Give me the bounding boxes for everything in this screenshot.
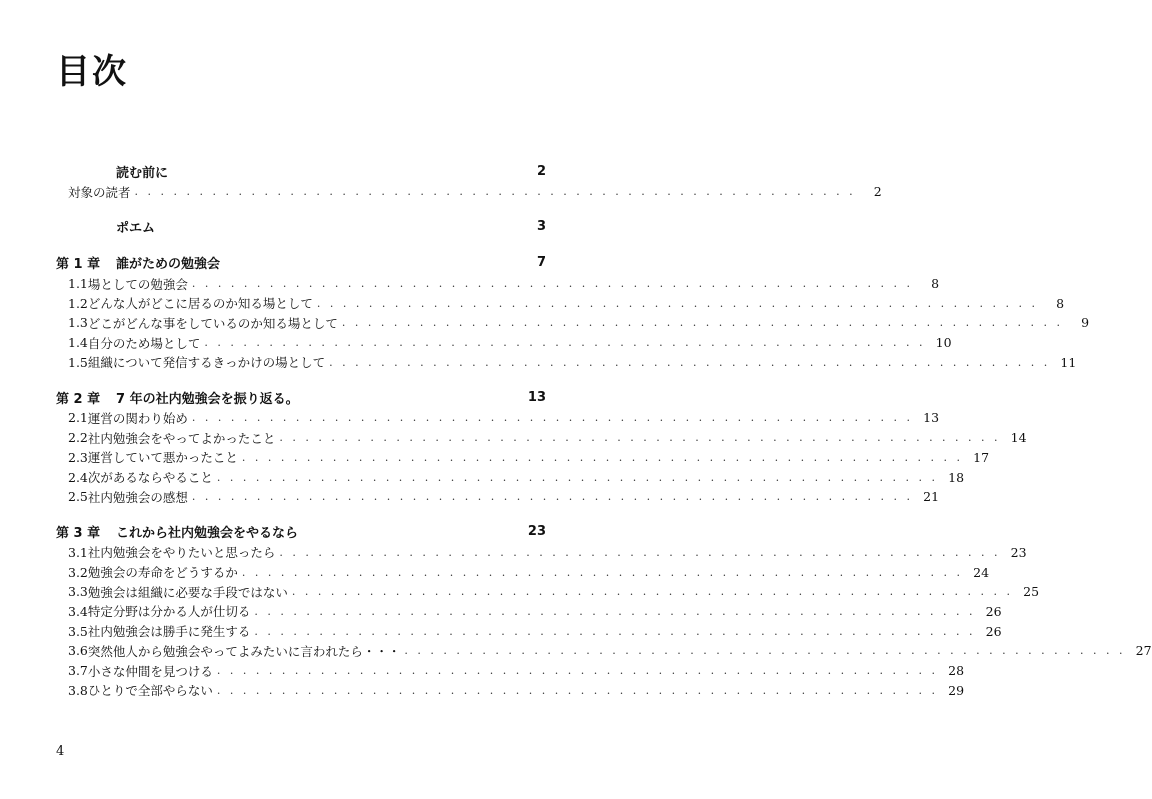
toc-entry-number: 3.7	[68, 663, 88, 679]
dot-leader: . . . . . . . . . . . . . . . . . . . . . . . . . . . . . . . . . . . . . . . . . . . . . . . . . . . . . . . .	[134, 185, 856, 199]
page-title: 目次	[56, 52, 128, 92]
toc-entry-title: 特定分野は分かる人が仕切る	[87, 604, 251, 620]
toc-entry-title: 社内勉強会は勝手に発生する	[87, 624, 251, 640]
toc-entry-title: 社内勉強会をやりたいと思ったら	[87, 545, 276, 561]
toc-entry-title: 勉強会は組織に必要な手段ではない	[87, 584, 288, 600]
toc-entry-number: 3.1	[68, 544, 88, 560]
dot-leader: . . . . . . . . . . . . . . . . . . . . . . . . . . . . . . . . . . . . . . . . . . . . . . . . . . . . . . . .	[216, 683, 939, 697]
toc-entry-number: 1.5	[68, 354, 88, 370]
toc-entry-page: 25	[1023, 584, 1040, 600]
toc-section-heading[interactable]	[56, 216, 546, 238]
toc-entry-number: 1.2	[68, 295, 88, 311]
toc-section-page: 23	[527, 524, 546, 540]
toc-section-page: 13	[527, 389, 546, 405]
toc-section-number: 第 2 章	[56, 391, 101, 407]
toc-entry-page: 13	[923, 410, 940, 426]
toc-entry[interactable]	[56, 680, 965, 700]
toc-entry-page: 8	[1056, 295, 1065, 311]
toc-entry[interactable]	[56, 352, 1077, 372]
toc-section-number: 第 3 章	[56, 526, 101, 542]
section-gap	[56, 202, 546, 216]
toc-entry[interactable]	[56, 293, 1065, 313]
toc-entry-number: 1.1	[68, 276, 88, 292]
toc-entry-title: どんな人がどこに居るのか知る場として	[87, 296, 313, 312]
toc-entry[interactable]	[56, 621, 1002, 641]
toc-section-title: ポエム	[116, 221, 156, 237]
toc-section-title: 7 年の社内勉強会を振り返る。	[116, 391, 299, 407]
toc-entry-page: 17	[973, 449, 990, 465]
toc-entry-number: 3.2	[68, 564, 88, 580]
toc-entry-title: 運営していて悪かったこと	[87, 450, 238, 466]
dot-leader: . . . . . . . . . . . . . . . . . . . . . . . . . . . . . . . . . . . . . . . . . . . . . . . . . . . . . . . .	[291, 585, 1014, 599]
toc-entry[interactable]	[56, 661, 965, 681]
toc-entry[interactable]	[56, 487, 940, 507]
toc-entry-number: 1.3	[68, 315, 88, 331]
toc-entry-number: 3.4	[68, 603, 88, 619]
toc-entry-page: 26	[985, 623, 1002, 639]
toc-entry-title: どこがどんな事をしているのか知る場として	[87, 315, 338, 331]
toc-entry-number: 2.2	[68, 430, 88, 446]
toc-section-number: 第 1 章	[56, 257, 101, 273]
toc-entry-title: 対象の読者	[68, 184, 131, 200]
toc-entry-page: 23	[1010, 544, 1027, 560]
toc-entry-title: 小さな仲間を見つける	[87, 663, 213, 679]
toc-entry-title: 場としての勉強会	[87, 276, 188, 292]
toc-entry-number: 3.5	[68, 623, 88, 639]
toc-section-title: これから社内勉強会をやるなら	[116, 526, 299, 542]
toc-entry-page: 26	[985, 603, 1002, 619]
toc-entry-page: 9	[1081, 315, 1090, 331]
dot-leader: . . . . . . . . . . . . . . . . . . . . . . . . . . . . . . . . . . . . . . . . . . . . . . . . . . . . . . . .	[191, 411, 914, 425]
dot-leader: . . . . . . . . . . . . . . . . . . . . . . . . . . . . . . . . . . . . . . . . . . . . . . . . . . . . . . . .	[254, 604, 976, 618]
toc-entry-page: 10	[935, 335, 952, 351]
toc-entry-page: 28	[948, 663, 965, 679]
toc-entry[interactable]	[56, 408, 940, 428]
dot-leader: . . . . . . . . . . . . . . . . . . . . . . . . . . . . . . . . . . . . . . . . . . . . . . . . . . . . . . . .	[341, 316, 1064, 330]
toc-entry-title: 次があるならやること	[87, 470, 213, 486]
dot-leader: . . . . . . . . . . . . . . . . . . . . . . . . . . . . . . . . . . . . . . . . . . . . . . . . . . . . . . . .	[204, 336, 926, 350]
toc-entry[interactable]	[56, 582, 1040, 602]
toc-entry-title: 自分のため場として	[87, 335, 201, 351]
toc-entry[interactable]	[56, 448, 990, 468]
toc-entry[interactable]	[56, 428, 1027, 448]
toc-section-page: 7	[536, 255, 546, 271]
dot-leader: . . . . . . . . . . . . . . . . . . . . . . . . . . . . . . . . . . . . . . . . . . . . . . . . . . . . . . . .	[316, 296, 1039, 310]
dot-leader: . . . . . . . . . . . . . . . . . . . . . . . . . . . . . . . . . . . . . . . . . . . . . . . . . . . . . . . .	[216, 470, 939, 484]
toc-entry-page: 29	[948, 682, 965, 698]
toc-entry-page: 21	[923, 489, 940, 505]
dot-leader: . . . . . . . . . . . . . . . . . . . . . . . . . . . . . . . . . . . . . . . . . . . . . . . . . . . . . . . .	[241, 450, 964, 464]
toc-entry-page: 8	[931, 276, 940, 292]
dot-leader: . . . . . . . . . . . . . . . . . . . . . . . . . . . . . . . . . . . . . . . . . . . . . . . . . . . . . . . .	[329, 355, 1051, 369]
toc-section-heading[interactable]	[56, 521, 546, 543]
dot-leader: . . . . . . . . . . . . . . . . . . . . . . . . . . . . . . . . . . . . . . . . . . . . . . . . . . . . . . . .	[404, 644, 1126, 658]
toc-section-heading[interactable]	[56, 160, 546, 182]
toc-entry-page: 24	[973, 564, 990, 580]
toc-entry-title: 勉強会の寿命をどうするか	[87, 565, 238, 581]
toc-entry[interactable]	[56, 313, 1090, 333]
toc-entry[interactable]	[56, 333, 952, 353]
toc-entry-title: 突然他人から勉強会やってよみたいに言われたら・・・	[87, 643, 401, 659]
table-of-contents	[56, 160, 1152, 700]
toc-entry-number: 2.5	[68, 489, 88, 505]
toc-section-heading[interactable]	[56, 386, 546, 408]
toc-entry-page: 2	[873, 184, 882, 200]
toc-section-title: 読む前に	[116, 165, 169, 181]
toc-entry-page: 18	[948, 469, 965, 485]
toc-entry-title: 社内勉強会をやってよかったこと	[87, 430, 276, 446]
toc-entry-title: 社内勉強会の感想	[87, 489, 188, 505]
dot-leader: . . . . . . . . . . . . . . . . . . . . . . . . . . . . . . . . . . . . . . . . . . . . . . . . . . . . . . . .	[191, 277, 914, 291]
toc-entry[interactable]	[56, 641, 1152, 661]
section-gap	[56, 372, 546, 386]
toc-section-page: 2	[536, 163, 546, 179]
toc-entry-title: ひとりで全部やらない	[87, 683, 213, 699]
toc-entry-number: 2.1	[68, 410, 88, 426]
section-gap	[56, 507, 546, 521]
section-gap	[56, 238, 546, 252]
toc-entry-page: 11	[1060, 354, 1077, 370]
toc-entry-number: 1.4	[68, 335, 88, 351]
toc-entry[interactable]	[56, 274, 940, 294]
toc-entry-number: 3.8	[68, 682, 88, 698]
toc-entry[interactable]	[56, 543, 1027, 563]
toc-entry-number: 3.6	[68, 643, 88, 659]
toc-section-heading[interactable]	[56, 252, 546, 274]
toc-entry-title: 運営の関わり始め	[87, 410, 188, 426]
dot-leader: . . . . . . . . . . . . . . . . . . . . . . . . . . . . . . . . . . . . . . . . . . . . . . . . . . . . . . . .	[216, 664, 939, 678]
toc-section-page: 3	[536, 219, 546, 235]
dot-leader: . . . . . . . . . . . . . . . . . . . . . . . . . . . . . . . . . . . . . . . . . . . . . . . . . . . . . . . .	[279, 431, 1001, 445]
dot-leader: . . . . . . . . . . . . . . . . . . . . . . . . . . . . . . . . . . . . . . . . . . . . . . . . . . . . . . . .	[254, 624, 976, 638]
toc-entry[interactable]	[56, 602, 1002, 622]
dot-leader: . . . . . . . . . . . . . . . . . . . . . . . . . . . . . . . . . . . . . . . . . . . . . . . . . . . . . . . .	[191, 490, 914, 504]
toc-entry-number: 2.3	[68, 449, 88, 465]
dot-leader: . . . . . . . . . . . . . . . . . . . . . . . . . . . . . . . . . . . . . . . . . . . . . . . . . . . . . . . .	[279, 545, 1001, 559]
toc-entry[interactable]	[56, 182, 882, 202]
toc-entry-number: 3.3	[68, 584, 88, 600]
dot-leader: . . . . . . . . . . . . . . . . . . . . . . . . . . . . . . . . . . . . . . . . . . . . . . . . . . . . . . . .	[241, 565, 964, 579]
toc-entry-title: 組織について発信するきっかけの場として	[87, 355, 326, 371]
toc-entry[interactable]	[56, 467, 965, 487]
toc-entry-page: 27	[1135, 643, 1152, 659]
toc-entry[interactable]	[56, 562, 990, 582]
page-number: 4	[56, 744, 65, 759]
toc-entry-page: 14	[1010, 430, 1027, 446]
toc-section-title: 誰がための勉強会	[116, 257, 221, 273]
toc-entry-number: 2.4	[68, 469, 88, 485]
